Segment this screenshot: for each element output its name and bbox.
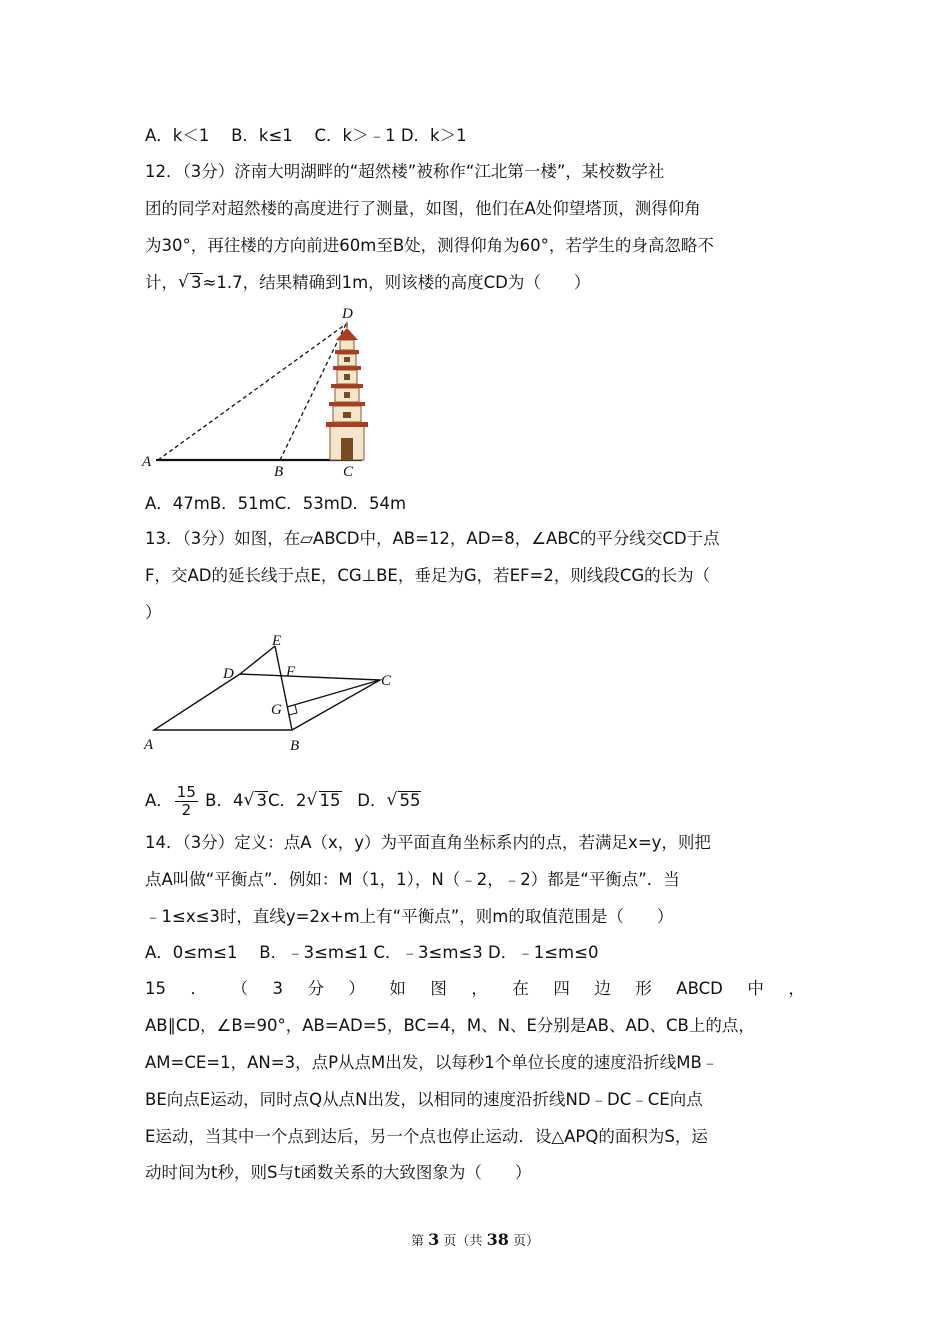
q13-figure [140, 630, 410, 759]
q15-line-2: AB∥CD，∠B=90°，AB=AD=5，BC=4，M、N、E分别是AB、AD、CB上的点， [145, 1016, 755, 1035]
sqrt-symbol: √ 3 [243, 789, 268, 813]
q12-line-4-prefix: 计， [145, 273, 178, 292]
label-d: D [342, 306, 353, 322]
q13-line-1: 13．（3分）如图，在▱ABCD中，AB=12，AD=8，∠ABC的平分线交CD于点 [145, 529, 720, 548]
q13-options [145, 784, 421, 819]
q15-token: ， [788, 979, 805, 998]
q15-token: 分 [307, 979, 324, 998]
label-e: E [272, 633, 282, 649]
option-c-label: C．2 [267, 791, 307, 810]
label-b: B [290, 738, 300, 754]
q15-token: ， [471, 979, 488, 998]
q15-token: ． [190, 979, 207, 998]
q12-line-2: 团的同学对超然楼的高度进行了测量，如图，他们在A处仰望塔顶，测得仰角 [145, 199, 701, 218]
label-b: B [274, 464, 284, 480]
q15-line-1 [145, 979, 805, 999]
q15-token: 中 [747, 979, 764, 998]
q15-line-6: 动时间为t秒，则S与t函数关系的大致图象为（ ） [145, 1163, 532, 1182]
sqrt-symbol [178, 273, 203, 293]
q15-token: ） [348, 979, 365, 998]
q15-line-5: E运动，当其中一个点到达后，另一个点也停止运动．设△APQ的面积为S，运 [145, 1127, 708, 1146]
q12-line-4-suffix: ≈1.7，结果精确到1m，则该楼的高度CD为（ ） [202, 273, 591, 292]
q14-options: A．0≤m≤1 B．﹣3≤m≤1 C．﹣3≤m≤3 D．﹣1≤m≤0 [145, 943, 599, 962]
page-footer [0, 1230, 950, 1249]
q14-line-3: ﹣1≤x≤3时，直线y=2x+m上有“平衡点”，则m的取值范围是（ ） [145, 907, 674, 926]
q15-token: 3 [272, 979, 283, 998]
q15-token: 如 [389, 979, 406, 998]
option-d-label: D． [357, 791, 387, 810]
sqrt-radicand: 3 [191, 273, 202, 292]
q15-token: （ [231, 979, 248, 998]
total-pages: 38 [486, 1230, 509, 1249]
q15-line-3: AM=CE=1，AN=3，点P从点M出发，以每秒1个单位长度的速度沿折线MB﹣ [145, 1053, 719, 1072]
q12-figure [140, 302, 380, 488]
footer-middle: 页（共 [439, 1234, 487, 1249]
q12-line-3: 为30°，再往楼的方向前进60m至B处，测得仰角为60°，若学生的身高忽略不 [145, 236, 714, 255]
q13-line-2: F，交AD的延长线于点E，CG⊥BE，垂足为G，若EF=2，则线段CG的长为（ [145, 566, 711, 585]
q15-line-4: BE向点E运动，同时点Q从点N出发，以相同的速度沿折线ND﹣DC﹣CE向点 [145, 1090, 703, 1109]
label-c: C [343, 464, 354, 480]
sqrt-symbol: √ 55 [386, 789, 421, 813]
label-a: A [142, 454, 152, 470]
q12-options: A．47mB．51mC．53mD．54m [145, 494, 407, 513]
q12-line-4 [145, 273, 590, 293]
pagoda-icon [326, 322, 368, 460]
label-f: F [286, 664, 296, 680]
option-b-label: B．4 [205, 791, 244, 810]
q15-token: 边 [594, 979, 611, 998]
q15-token: ABCD [676, 979, 723, 998]
q15-token: 形 [635, 979, 652, 998]
fraction [175, 784, 198, 819]
label-g: G [271, 702, 282, 718]
footer-suffix: 页） [508, 1234, 539, 1249]
q14-line-2: 点A叫做“平衡点”．例如：M（1，1），N（﹣2，﹣2）都是“平衡点”．当 [145, 870, 680, 889]
label-c: C [381, 673, 392, 689]
fraction-denominator: 2 [181, 801, 192, 819]
sqrt-symbol: √ 15 [307, 789, 342, 813]
option-a-label: A． [145, 791, 173, 810]
q15-token: 15 [145, 979, 166, 998]
page-number: 3 [428, 1230, 440, 1249]
q11-options: A．k＜1 B．k≤1 C．k＞﹣1 D．k＞1 [145, 126, 467, 145]
label-d: D [223, 666, 234, 682]
q12-line-1: 12．（3分）济南大明湖畔的“超然楼”被称作“江北第一楼”，某校数学社 [145, 162, 665, 181]
q15-token: 四 [553, 979, 570, 998]
label-a: A [144, 737, 154, 753]
footer-prefix: 第 [411, 1234, 429, 1249]
q14-line-1: 14．（3分）定义：点A（x，y）为平面直角坐标系内的点，若满足x=y，则把 [145, 833, 711, 852]
q15-token: 图 [430, 979, 447, 998]
q13-line-3: ） [145, 603, 162, 622]
fraction-numerator: 15 [176, 783, 196, 801]
q15-token: 在 [512, 979, 529, 998]
